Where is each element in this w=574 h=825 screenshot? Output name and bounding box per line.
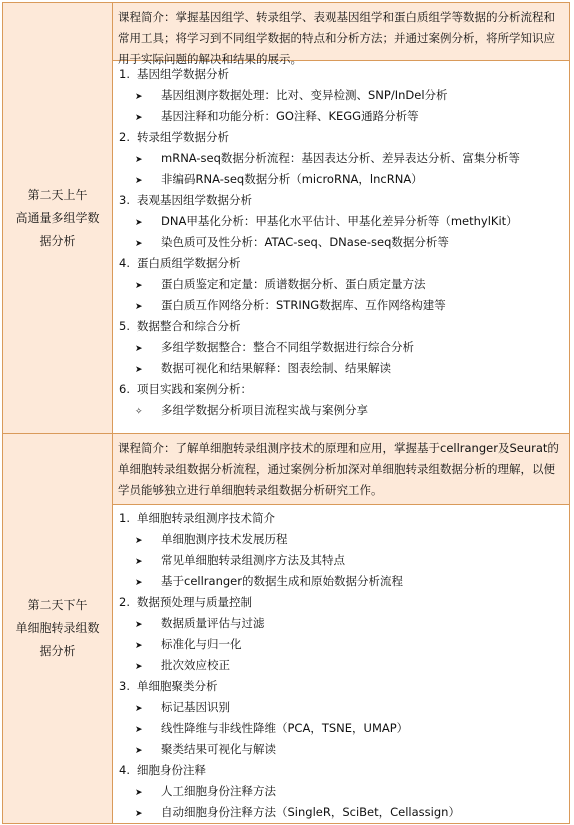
topic-item [117,211,565,232]
topic-item [117,571,565,592]
topic-item-text: 线性降维与非线性降维（PCA，TSNE，UMAP） [161,721,409,735]
topic-item [117,169,565,190]
arrow-bullet-icon: ➤ [135,155,143,165]
topic-title-text: 单细胞转录组测序技术简介 [137,511,275,525]
topic-item-text: DNA甲基化分析：甲基化水平估计、甲基化差异分析等（methylKit） [161,214,518,228]
topic-item-text: 数据质量评估与过滤 [161,616,265,630]
topic-item-text: 单细胞测序技术发展历程 [161,532,288,546]
topic-outline [113,505,569,825]
topic-item [117,358,565,379]
topic-item-text: 蛋白质鉴定和定量：质谱数据分析、蛋白质定量方法 [161,277,426,291]
topic-number: 3. [119,679,130,693]
topic-item [117,613,565,634]
topic-title [117,253,565,274]
topic-title-text: 蛋白质组学数据分析 [137,256,241,270]
topic-item [117,634,565,655]
topic-item-text: 批次效应校正 [161,658,230,672]
topic-number: 4. [119,256,130,270]
section-day2-afternoon [3,434,569,823]
label-line: 单细胞转录组数 [15,621,100,635]
label-line: 第二天上午 [27,187,88,202]
arrow-bullet-icon: ➤ [135,218,143,228]
topic-outline [113,61,569,423]
topic-number: 1. [119,67,130,81]
arrow-bullet-icon: ➤ [135,557,143,567]
topic-title [117,190,565,211]
topic-item [117,106,565,127]
topic-item-text: 基因组测序数据处理：比对、变异检测、SNP/InDel分析 [161,88,448,102]
topic-title [117,676,565,697]
arrow-bullet-icon: ➤ [135,704,143,714]
topic-item-text: mRNA-seq数据分析流程：基因表达分析、差异表达分析、富集分析等 [161,151,520,165]
topic-title [117,64,565,85]
arrow-bullet-icon: ➤ [135,536,143,546]
arrow-bullet-icon: ➤ [135,113,143,123]
topic-number: 5. [119,319,130,333]
topic-item-text: 人工细胞身份注释方法 [161,784,276,798]
arrow-bullet-icon: ➤ [135,239,143,249]
section-label [3,434,113,823]
topic-item [117,718,565,739]
topic-item-text: 数据可视化和结果解释：图表绘制、结果解读 [161,361,391,375]
topic-item-text: 聚类结果可视化与解读 [161,742,276,756]
topic-item [117,400,565,421]
topic-title-text: 基因组学数据分析 [137,67,229,81]
section-content [113,434,569,823]
topic-title-text: 表观基因组学数据分析 [137,193,252,207]
topic-item-text: 基于cellranger的数据生成和原始数据分析流程 [161,574,403,588]
topic-item [117,550,565,571]
topic-item-text: 多组学数据分析项目流程实战与案例分享 [161,403,368,417]
arrow-bullet-icon: ➤ [135,809,143,819]
topic-title [117,760,565,781]
topic-title [117,127,565,148]
course-intro: 课程简介：掌握基因组学、转录组学、表观基因组学和蛋白质组学等数据的分析流程和常用工具；将学习到不同组学数据的特点和分析方法；并通过案例分析，将所学知识应用于实际问题的解决和结果的展示。 [113,3,569,61]
topic-item-text: 多组学数据整合：整合不同组学数据进行综合分析 [161,340,414,354]
topic-title [117,316,565,337]
topic-item [117,697,565,718]
arrow-bullet-icon: ➤ [135,662,143,672]
topic-item [117,529,565,550]
topic-item-text: 蛋白质互作网络分析：STRING数据库、互作网络构建等 [161,298,446,312]
topic-item [117,148,565,169]
topic-title [117,592,565,613]
section-label [3,3,113,433]
topic-item [117,655,565,676]
arrow-bullet-icon: ➤ [135,746,143,756]
topic-title-text: 单细胞聚类分析 [137,679,218,693]
label-line: 据分析 [39,644,76,658]
topic-item-text: 基因注释和功能分析：GO注释、KEGG通路分析等 [161,109,419,123]
label-line: 据分析 [39,233,76,248]
arrow-bullet-icon: ➤ [135,578,143,588]
topic-number: 2. [119,130,130,144]
topic-item-text: 标记基因识别 [161,700,230,714]
arrow-bullet-icon: ➤ [135,620,143,630]
topic-number: 1. [119,511,130,525]
topic-title [117,508,565,529]
arrow-bullet-icon: ➤ [135,302,143,312]
arrow-bullet-icon: ➤ [135,92,143,102]
section-content [113,3,569,433]
topic-title-text: 项目实践和案例分析： [137,382,252,396]
topic-item-text: 标准化与归一化 [161,637,242,651]
label-line: 高通量多组学数 [15,210,100,225]
topic-title [117,379,565,400]
topic-item-text: 自动细胞身份注释方法（SingleR，SciBet，Cellassign） [161,805,460,819]
topic-item-text: 染色质可及性分析：ATAC-seq、DNase-seq数据分析等 [161,235,449,249]
topic-item [117,739,565,760]
topic-item [117,232,565,253]
course-table [2,2,570,824]
arrow-bullet-icon: ➤ [135,725,143,735]
topic-item-text: 常见单细胞转录组测序方法及其特点 [161,553,345,567]
topic-item [117,337,565,358]
topic-item [117,295,565,316]
arrow-bullet-icon: ➤ [135,365,143,375]
topic-title-text: 数据整合和综合分析 [137,319,241,333]
topic-number: 3. [119,193,130,207]
label-line: 第二天下午 [27,598,88,612]
course-intro: 课程简介：了解单细胞转录组测序技术的原理和应用，掌握基于cellranger及Seurat的单细胞转录组数据分析流程，通过案例分析加深对单细胞转录组数据分析的理解，以便学员能够独立进行单细胞转录组数据分析研究工作。 [113,434,569,505]
arrow-bullet-icon: ➤ [135,344,143,354]
topic-item-text: 非编码RNA-seq数据分析（microRNA，lncRNA） [161,172,423,186]
topic-item [117,85,565,106]
arrow-bullet-icon: ➤ [135,788,143,798]
arrow-bullet-icon: ➤ [135,176,143,186]
diamond-bullet-icon: ✧ [135,407,143,417]
section-day2-morning [3,3,569,434]
topic-number: 4. [119,763,130,777]
topic-item [117,802,565,823]
topic-number: 6. [119,382,130,396]
topic-number: 2. [119,595,130,609]
topic-item [117,781,565,802]
topic-title-text: 数据预处理与质量控制 [137,595,252,609]
arrow-bullet-icon: ➤ [135,641,143,651]
topic-title-text: 转录组学数据分析 [137,130,229,144]
topic-item [117,274,565,295]
arrow-bullet-icon: ➤ [135,281,143,291]
topic-title-text: 细胞身份注释 [137,763,206,777]
